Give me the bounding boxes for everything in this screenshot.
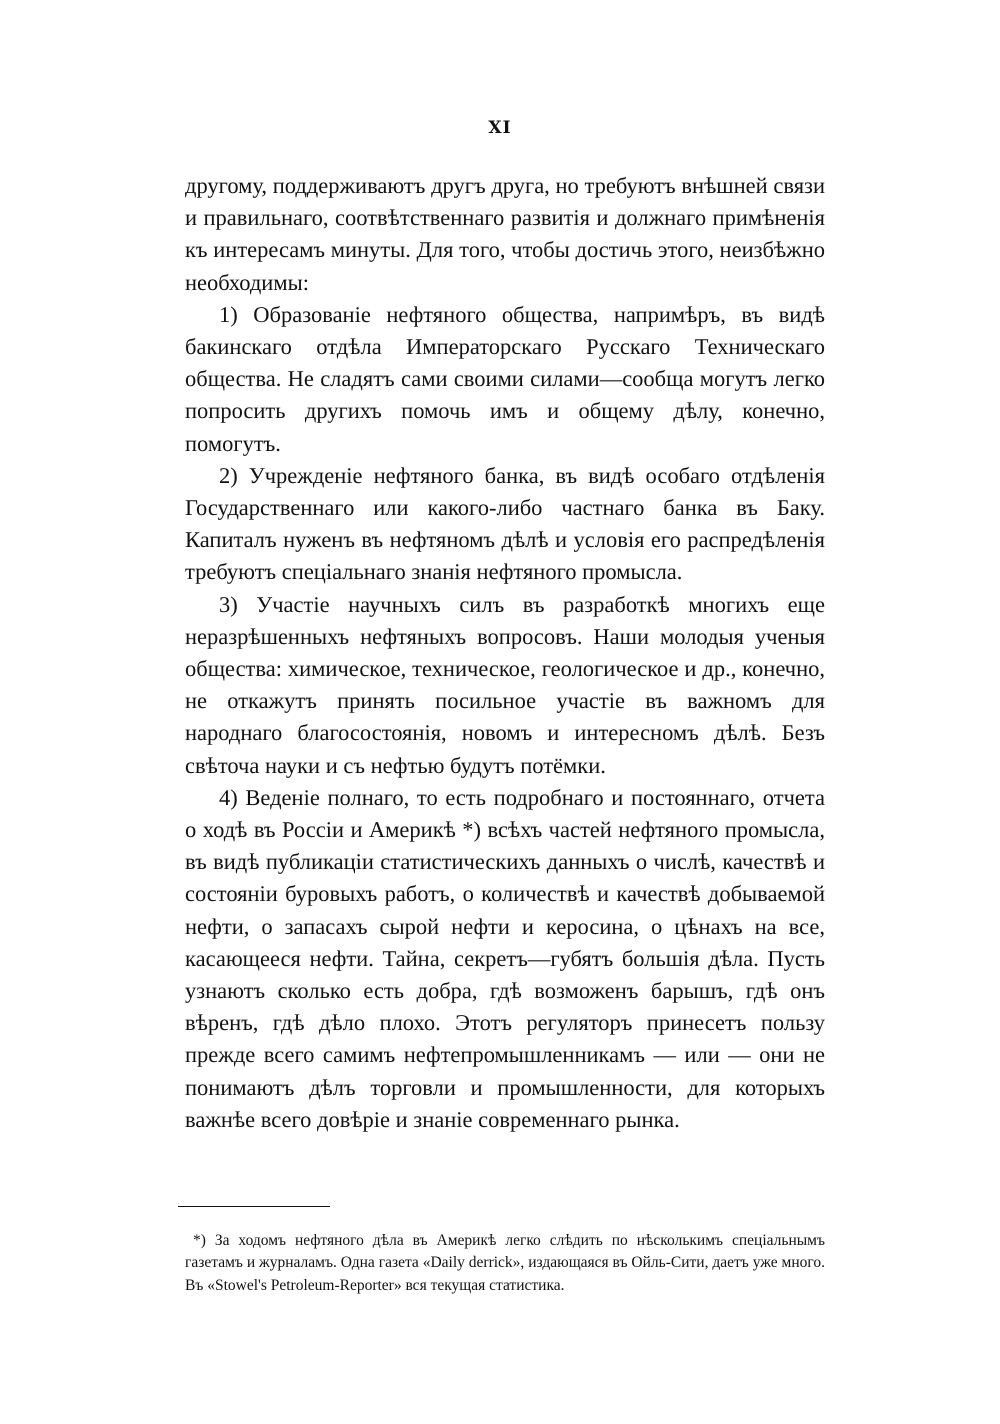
list-item-4: 4) Веденіе полнаго, то есть подробнаго и постояннаго, отчета о ходѣ въ Россіи и Америкѣ *) всѣхъ частей нефтяного промысла, въ видѣ публикаціи статистическихъ данныхъ о числѣ, качествѣ и состояніи буровыхъ работъ, о количествѣ и качествѣ добываемой нефти, о запасахъ сырой нефти и керосина, о цѣнахъ на все, касающееся нефти. Тайна, секретъ—губятъ большія дѣла. Пусть узнаютъ сколько есть добра, гдѣ возможенъ барышъ, гдѣ онъ вѣренъ, гдѣ дѣло плохо. Этотъ регуляторъ принесетъ пользу прежде всего самимъ нефтепромышленникамъ — или — они не понимаютъ дѣлъ торговли и промышленности, для которыхъ важнѣе всего довѣріе и знаніе современнаго рынка. [185, 784, 825, 1132]
intro-paragraph: другому, поддерживаютъ другъ друга, но требуютъ внѣшней связи и правильнаго, соотвѣтственнаго развитія и должнаго примѣненія къ интересамъ минуты. Для того, чтобы достичь этого, неизбѣжно необходимы: [185, 173, 825, 295]
main-text [185, 170, 825, 1136]
list-item-2: 2) Учрежденіе нефтяного банка, въ видѣ особаго отдѣленія Государственнаго или какого-либо частнаго банка въ Баку. Капиталъ нуженъ въ нефтяномъ дѣлѣ и условія его распредѣленія требуютъ спеціальнаго знанія нефтяного промысла. [185, 462, 825, 585]
list-item-1: 1) Образованіе нефтяного общества, напримѣръ, въ видѣ бакинскаго отдѣла Императорскаго Русскаго Техническаго общества. Не сладятъ сами своими силами—сообща могутъ легко попросить другихъ помочь имъ и общему дѣлу, конечно, помогутъ. [185, 301, 825, 456]
footnote: *) За ходомъ нефтяного дѣла въ Америкѣ легко слѣдить по нѣсколькимъ спеціальнымъ газетамъ и журналамъ. Одна газета «Daily derrick», издающаяся въ Ойль-Сити, даетъ уже много. Въ «Stowel's Petroleum-Reporter» вся текущая статистика. [185, 1231, 825, 1294]
page-number: XI [488, 118, 512, 138]
footnote-divider [178, 1206, 330, 1207]
list-item-3: 3) Участіе научныхъ силъ въ разработкѣ многихъ еще неразрѣшенныхъ нефтяныхъ вопросовъ. Наши молодыя ученыя общества: химическое, техническое, геологическое и др., конечно, не откажутъ принять посильное участіе въ важномъ для народнаго благосостоянія, новомъ и интересномъ дѣлѣ. Безъ свѣточа науки и съ нефтью будутъ потёмки. [185, 591, 825, 778]
